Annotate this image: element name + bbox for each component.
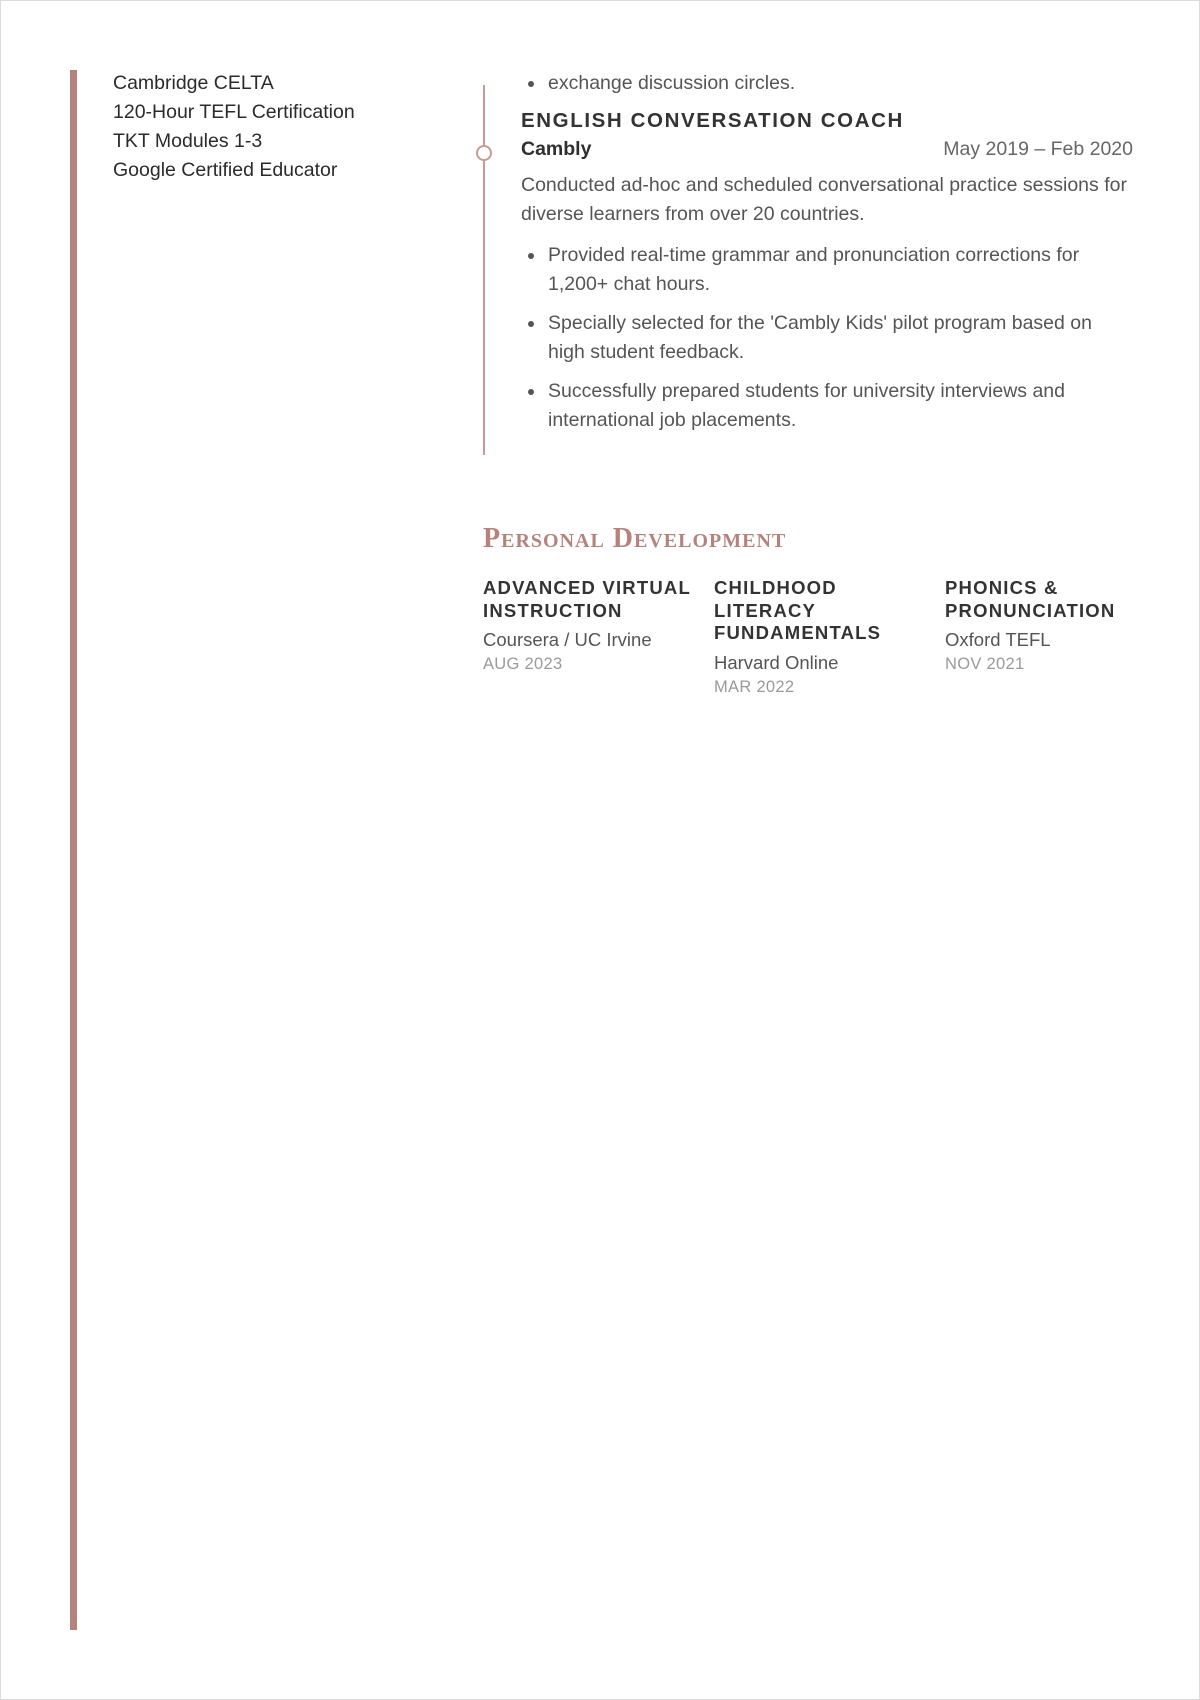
course-provider: Harvard Online xyxy=(714,651,839,673)
development-item xyxy=(945,577,1173,699)
certification-list xyxy=(113,69,443,185)
left-column xyxy=(113,69,443,185)
job-bullets xyxy=(521,241,1133,435)
accent-bar xyxy=(70,70,77,1630)
course-provider: Oxford TEFL xyxy=(945,629,1051,650)
course-title: CHILDHOOD LITERACY FUNDAMENTALS xyxy=(714,577,882,643)
development-item xyxy=(483,577,714,699)
certification-item: Google Certified Educator xyxy=(113,159,338,181)
certification-item: 120-Hour TEFL Certification xyxy=(113,101,355,123)
previous-job-bullets xyxy=(521,69,1133,98)
bullet-item: Specially selected for the 'Cambly Kids' pilot program based on high student feedback. xyxy=(548,309,1133,367)
job-entry xyxy=(521,108,1133,435)
certification-item: TKT Modules 1-3 xyxy=(113,130,263,152)
right-column xyxy=(483,69,1133,445)
course-date: NOV 2021 xyxy=(945,655,1025,673)
course-title: ADVANCED VIRTUAL INSTRUCTION xyxy=(483,577,691,621)
section-title-personal-development: Personal Development xyxy=(483,523,787,554)
certification-item: Cambridge CELTA xyxy=(113,72,274,94)
bullet-item: Provided real-time grammar and pronunciation corrections for 1,200+ chat hours. xyxy=(548,241,1133,299)
experience-section xyxy=(521,69,1133,435)
course-provider: Coursera / UC Irvine xyxy=(483,629,652,650)
company-name: Cambly xyxy=(521,138,592,160)
bullet-item: exchange discussion circles. xyxy=(548,69,1133,98)
course-date: MAR 2022 xyxy=(714,677,795,696)
job-title: ENGLISH CONVERSATION COACH xyxy=(521,109,904,132)
job-meta xyxy=(521,138,1133,161)
development-item xyxy=(714,577,945,699)
bullet-item: Successfully prepared students for university interviews and international job placements. xyxy=(548,377,1133,435)
personal-development-grid xyxy=(483,577,1173,699)
course-title: PHONICS & PRONUNCIATION xyxy=(945,577,1116,621)
job-dates: May 2019 – Feb 2020 xyxy=(943,138,1133,160)
course-date: AUG 2023 xyxy=(483,655,563,673)
job-description: Conducted ad-hoc and scheduled conversational practice sessions for diverse learners from over 20 countries. xyxy=(521,174,1127,225)
